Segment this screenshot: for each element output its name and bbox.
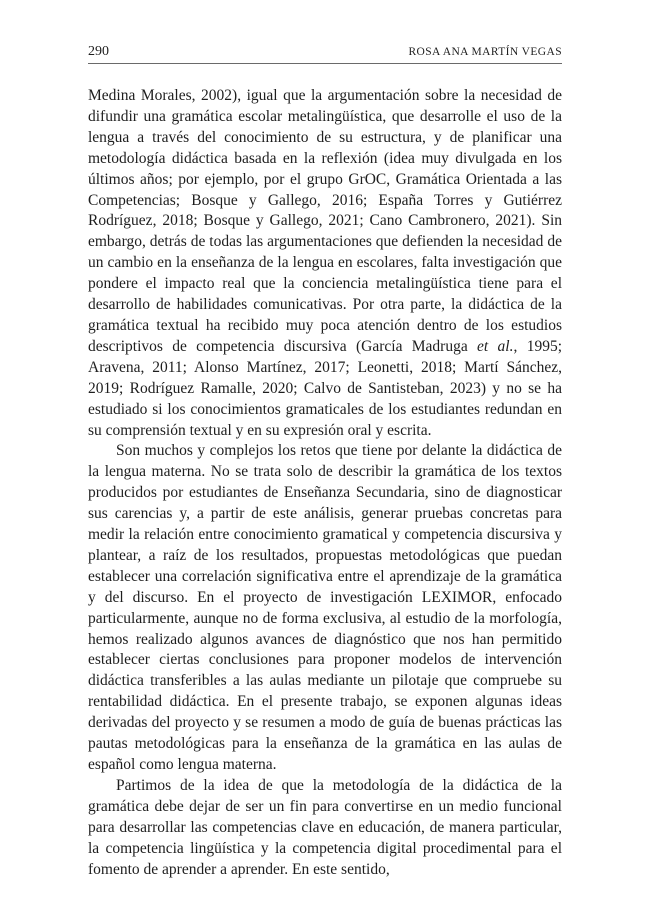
running-head-author: ROSA ANA MARTÍN VEGAS (408, 46, 562, 58)
body-text (88, 86, 562, 880)
paragraph-1-part-b: , 1995; Aravena, 2011; Alonso Martínez, 2017; Leonetti, 2018; Martí Sánchez, 2019; Rodríguez Ramalle, 2020; Calvo de Santisteban, 2023) y no se ha estudiado si los conocimientos gramaticales de los estudiantes redundan en su comprensión textual y en su expresión oral y escrita. (88, 337, 563, 439)
paragraph-1-part-a: Medina Morales, 2002), igual que la argumentación sobre la necesidad de difundir una gramática escolar metalingüística, que desarrolle el uso de la lengua a través del conocimiento de su estructura, y de planificar una metodología didáctica basada en la reflexión (idea muy divulgada en los últimos años; por ejemplo, por el grupo GrOC, Gramática Orientada a las Competencias; Bosque y Gallego, 2016; España Torres y Gutiérrez Rodríguez, 2018; Bosque y Gallego, 2021; Cano Cambronero, 2021). Sin embargo, detrás de todas las argumentaciones que defienden la necesidad de un cambio en la enseñanza de la lengua en escolares, falta investigación que pondere el impacto real que la conciencia metalingüística tiene para el desarrollo de habilidades comunicativas. Por otra parte, la didáctica de la gramática textual ha recibido muy poca atención dentro de los estudios descriptivos de competencia discursiva (García Madruga (88, 87, 562, 355)
running-header (88, 44, 562, 64)
paragraph-1-italic: et al. (477, 337, 514, 355)
paragraph-1 (88, 86, 562, 441)
paragraph-3: Partimos de la idea de que la metodología de la didáctica de la gramática debe dejar de ser un fin para convertirse en un medio funcional para desarrollar las competencias clave en educación, de manera particular, la competencia lingüística y la competencia digital procedimental para el fomento de aprender a aprender. En este sentido, (88, 776, 562, 878)
paragraph-2: Son muchos y complejos los retos que tiene por delante la didáctica de la lengua materna. No se trata solo de describir la gramática de los textos producidos por estudiantes de Enseñanza Secundaria, sino de diagnosticar sus carencias y, a partir de este análisis, generar pruebas concretas para medir la relación entre conocimiento gramatical y competencia discursiva y plantear, a raíz de los resultados, propuestas metodológicas que puedan establecer una correlación significativa entre el aprendizaje de la gramática y del discurso. En el proyecto de investigación LEXIMOR, enfocado particularmente, aunque no de forma exclusiva, al estudio de la morfología, hemos realizado algunos avances de diagnóstico que nos han permitido establecer ciertas conclusiones para proponer modelos de intervención didáctica transferibles a las aulas mediante un pilotaje que compruebe su rentabilidad didáctica. En el presente trabajo, se exponen algunas ideas derivadas del proyecto y se resumen a modo de guía de buenas prácticas las pautas metodológicas para la enseñanza de la gramática en las aulas de español como lengua materna. (88, 442, 562, 773)
page-number: 290 (88, 44, 109, 59)
